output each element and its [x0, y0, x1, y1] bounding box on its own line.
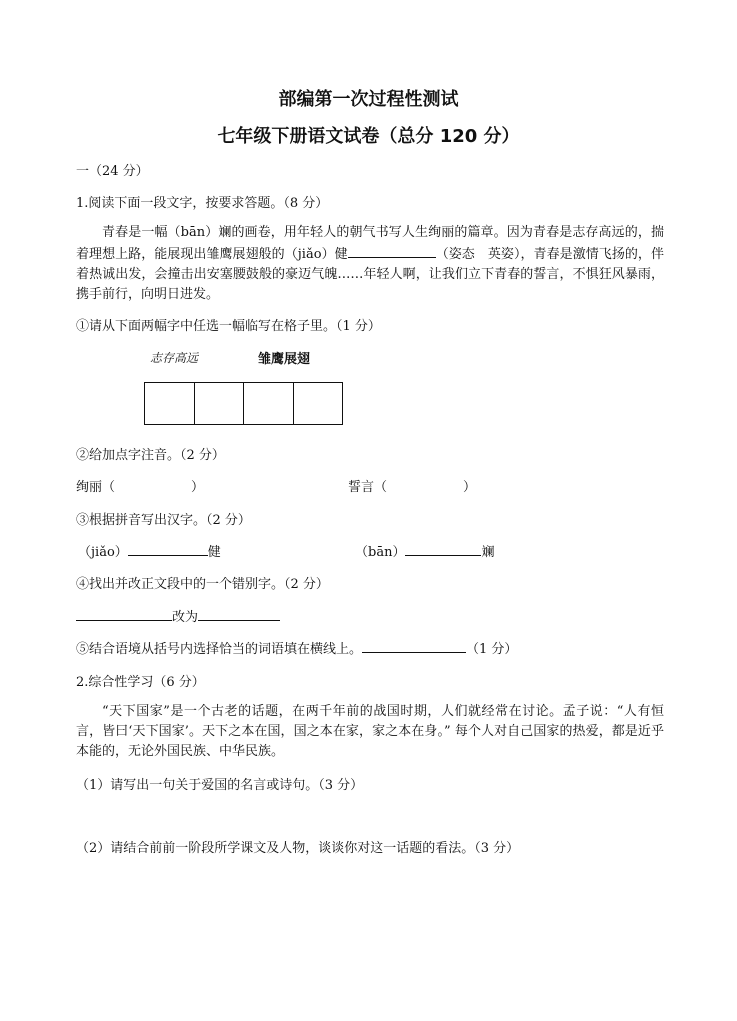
- pinyin-item-1: （jiǎo） 健: [78, 541, 221, 560]
- grid-cell[interactable]: [145, 383, 195, 424]
- question-2-sub-1: （1）请写出一句关于爱国的名言或诗句。（3 分）: [76, 778, 364, 793]
- answer-blank[interactable]: [128, 541, 208, 556]
- question-2-sub-2: （2）请结合前前一阶段所学课文及人物，谈谈你对这一话题的看法。（3 分）: [76, 841, 520, 856]
- question-2-passage: “天下国家”是一个古老的话题，在两千年前的战国时期，人们就经常在讨论。孟子说：“人有恒言，皆曰‘天下国家’。天下之本在国，国之本在家，家之本在身。” 每个人对自己国家的热爱，都是近乎本能的，无论外国民族、中华民族。: [76, 704, 664, 759]
- grid-cell[interactable]: [195, 383, 245, 424]
- answer-blank[interactable]: [348, 243, 436, 258]
- calligraphy-sample-2: 雏鹰展翅: [258, 352, 311, 367]
- pinyin-word-1: 绚丽（ ）: [76, 480, 205, 495]
- answer-blank[interactable]: [405, 541, 481, 556]
- answer-blank[interactable]: [198, 606, 280, 621]
- section-heading: 一（24 分）: [76, 164, 149, 179]
- question-1-sub-2: ②给加点字注音。（2 分）: [76, 448, 225, 463]
- question-1-heading: 1.阅读下面一段文字，按要求答题。（8 分）: [76, 196, 329, 211]
- page-subtitle: 七年级下册语文试卷（总分 120 分）: [217, 126, 520, 147]
- question-1-sub-1: ①请从下面两幅字中任选一幅临写在格子里。（1 分）: [76, 319, 381, 334]
- pinyin-item-2: （bān） 斓: [355, 541, 494, 560]
- grid-cell[interactable]: [244, 383, 294, 424]
- answer-blank[interactable]: [76, 606, 172, 621]
- writing-grid[interactable]: [144, 382, 343, 425]
- grid-cell[interactable]: [294, 383, 343, 424]
- question-1-sub-4: ④找出并改正文段中的一个错别字。（2 分）: [76, 577, 329, 592]
- correction-line: 改为: [76, 606, 280, 625]
- question-2-heading: 2.综合性学习（6 分）: [76, 675, 205, 690]
- question-1-passage: 青春是一幅（bān）斓的画卷，用年轻人的朝气书写人生绚丽的篇章。因为青春是志存高远的，揣着理想上路，能展现出雏鹰展翅般的（jiǎo）健 （姿态 英姿），青春是激情飞扬的，伴着热诚出发，会撞击出安塞腰鼓般的豪迈气魄……年轻人啊，让我们立下青春的誓言，不惧狂风暴雨，携手前行，向明日进发。: [76, 225, 664, 302]
- page-title: 部编第一次过程性测试: [278, 89, 459, 110]
- answer-blank[interactable]: [362, 638, 466, 653]
- calligraphy-sample-1: 志存高远: [150, 351, 199, 365]
- question-1-sub-5: ⑤结合语境从括号内选择恰当的词语填在横线上。 （1 分）: [76, 638, 517, 657]
- question-1-sub-3: ③根据拼音写出汉字。（2 分）: [76, 513, 251, 528]
- pinyin-word-2: 誓言（ ）: [348, 480, 477, 495]
